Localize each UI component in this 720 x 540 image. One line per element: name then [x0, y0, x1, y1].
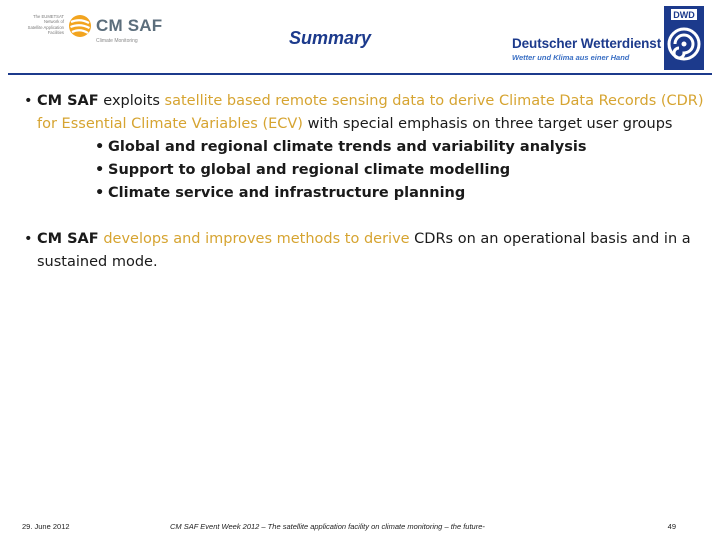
bullet-marker: • [24, 93, 33, 109]
dwd-slogan: Wetter und Klima aus einer Hand [512, 53, 630, 62]
eu-text-line: Satellite Application [27, 24, 64, 30]
cmsaf-logo [68, 14, 168, 50]
sub-bullet-marker: • [95, 139, 105, 155]
header-divider [8, 73, 712, 75]
eu-text-line: Network of [43, 19, 64, 25]
text-run: with special emphasis on three target user groups [302, 116, 673, 132]
bullet-paragraph-2 [24, 228, 704, 274]
slide-footer [0, 522, 720, 538]
cmsaf-lead: CM SAF [37, 231, 99, 247]
footer-date: 29. June 2012 [22, 522, 70, 531]
dwd-badge-text: DWD [673, 10, 695, 20]
text-run: CDRs on an operational basis and in a sustained mode. [37, 231, 691, 270]
highlighted-text: develops and improves methods to derive [103, 231, 410, 247]
highlighted-text: satellite based remote sensing data to derive Climate Data Records (CDR) for Essential Climate Variables (ECV) [37, 93, 704, 132]
bullet-marker: • [24, 231, 33, 247]
cmsaf-tagline: Climate Monitoring [96, 38, 138, 44]
page-number: 49 [667, 522, 676, 531]
cmsaf-lead: CM SAF [37, 93, 99, 109]
dwd-name: Deutscher Wetterdienst [512, 36, 662, 51]
bullet-paragraph-1 [24, 90, 704, 205]
text-run: exploits [98, 93, 165, 109]
eu-text-line: Facilities [47, 30, 64, 36]
slide-title: Summary [288, 28, 372, 48]
sub-bullet-item [37, 159, 704, 182]
sub-bullet-item [37, 136, 704, 159]
sub-bullet-marker: • [95, 185, 105, 201]
sub-bullet-marker: • [95, 162, 105, 178]
sub-bullet-text: Global and regional climate trends and variability analysis [108, 139, 587, 155]
cmsaf-logo-icon [68, 14, 92, 38]
footer-event-title: CM SAF Event Week 2012 – The satellite application facility on climate monitoring – the future- [170, 522, 485, 531]
slide-body [24, 90, 704, 274]
slide-header [0, 0, 720, 72]
sub-bullet-item [37, 182, 704, 205]
sub-bullet-text: Climate service and infrastructure planning [108, 185, 466, 201]
sub-bullet-text: Support to global and regional climate modelling [108, 162, 511, 178]
dwd-emblem-icon [664, 6, 704, 70]
cmsaf-logo-text: CM SAF [96, 16, 163, 35]
eu-text-line: The EUMETSAT [33, 14, 64, 19]
eumetsat-network-text [20, 14, 64, 36]
